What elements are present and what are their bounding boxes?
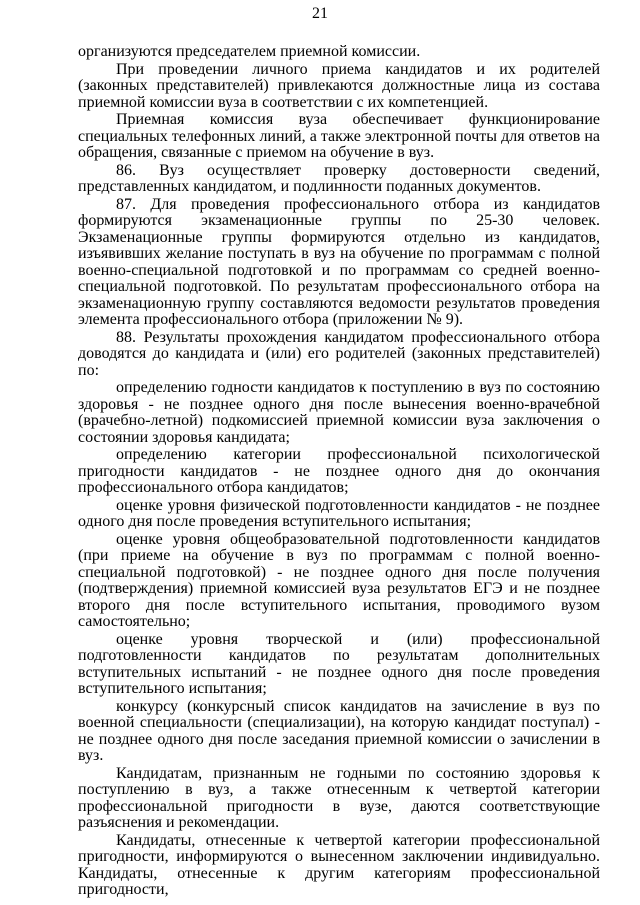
paragraph-continuation: организуются председателем приемной комиссии. <box>78 43 421 60</box>
page-number: 21 <box>312 5 328 22</box>
paragraph-fourth-category: Кандидаты, отнесенные к четвертой категории профессиональной пригодности, информируются о вынесенном заключении индивидуально. Кандидаты, отнесенные к другим категориям профессиональной пригодности, <box>78 831 600 898</box>
paragraph-item-87: 87. Для проведения профессионального отбора из кандидатов формируются экзаменационные группы по 25-30 человек. Экзаменационные группы формируются отдельно из кандидатов, изъявивших желание поступать в вуз на обучение по программам с полной военно-специальной подготовкой и по программам со средней военно-специальной подготовкой. По результатам профессионального отбора на экзаменационную группу составляются ведомости результатов проведения элемента профессионального отбора (приложении № 9). <box>78 195 600 328</box>
paragraph-personal-reception: При проведении личного приема кандидатов и их родителей (законных представителей) привлекаются должностные лица из состава приемной комиссии вуза в соответствии с их компетенцией. <box>78 60 600 111</box>
paragraph-creative-fitness: оценке уровня творческой и (или) профессиональной подготовленности кандидатов по результатам дополнительных вступительных испытаний - не позднее одного дня после проведения вступительного испытания; <box>78 630 600 697</box>
paragraph-psychological-fitness: определению категории профессиональной психологической пригодности кандидатов - не позднее одного дня до окончания профессионального отбора кандидатов; <box>78 446 600 496</box>
paragraph-competition: конкурсу (конкурсный список кандидатов на зачисление в вуз по военной специальности (специализации), на которую кандидат поступал) - не позднее одного дня после заседания приемной комиссии о зачислении в вуз. <box>78 697 600 764</box>
document-body <box>78 44 600 900</box>
paragraph-item-88: 88. Результаты прохождения кандидатом профессионального отбора доводятся до кандидата и (или) его родителей (законных представителей) по: <box>78 328 600 379</box>
paragraph-item-86: 86. Вуз осуществляет проверку достоверности сведений, представленных кандидатом, и подлинности поданных документов. <box>78 161 600 195</box>
paragraph-phone-lines: Приемная комиссия вуза обеспечивает функционирование специальных телефонных линий, а также электронной почты для ответов на обращения, связанные с приемом на обучение в вуз. <box>78 111 600 161</box>
paragraph-physical-fitness: оценке уровня физической подготовленности кандидатов - не позднее одного дня после проведения вступительного испытания; <box>78 496 600 530</box>
paragraph-unfit-candidates: Кандидатам, признанным не годными по состоянию здоровья к поступлению в вуз, а также отнесенным к четвертой категории профессиональной пригодности в вузе, даются соответствующие разъяснения и рекомендации. <box>78 764 600 831</box>
paragraph-general-education: оценке уровня общеобразовательной подготовленности кандидатов (при приеме на обучение в вуз по программам с полной военно-специальной подготовкой) - не позднее одного дня после получения (подтверждения) приемной комиссией вуза результатов ЕГЭ и не позднее второго дня после вступительного испытания, проводимого вузом самостоятельно; <box>78 530 600 630</box>
paragraph-health-fitness: определению годности кандидатов к поступлению в вуз по состоянию здоровья - не позднее одного дня после вынесения военно-врачебной (врачебно-летной) подкомиссией приемной комиссии вуза заключения о состоянии здоровья кандидата; <box>78 379 600 446</box>
